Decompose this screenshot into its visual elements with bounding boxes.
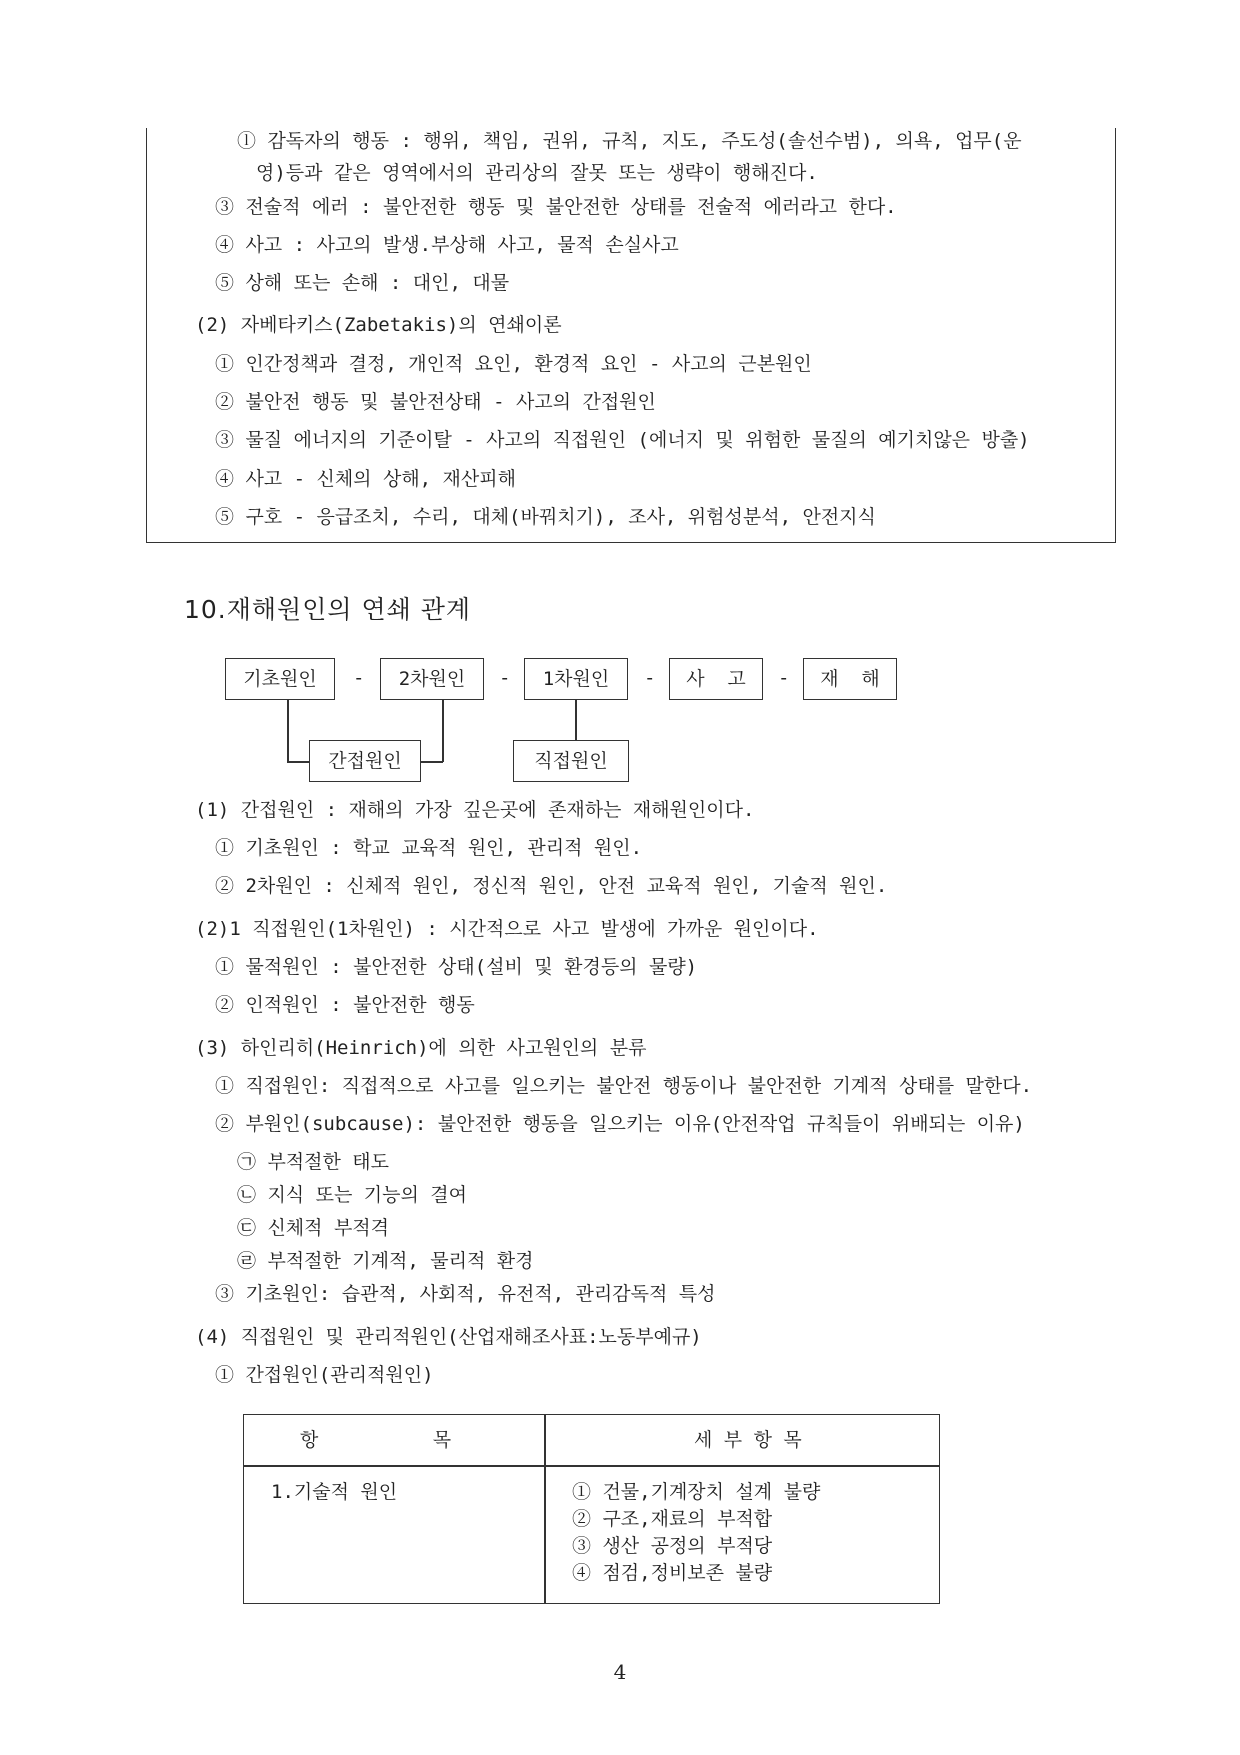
body-heading: (1) 간접원인 : 재해의 가장 깊은곳에 존재하는 재해원인이다. (195, 799, 755, 821)
box-line: ② 불안전 행동 및 불안전상태 - 사고의 간접원인 (215, 391, 656, 413)
group-indirect-cause: 간접원인 (309, 740, 421, 782)
body-line: ① 간접원인(관리적원인) (215, 1364, 434, 1386)
node-secondary-cause: 2차원인 (380, 658, 484, 700)
body-line: ③ 기초원인: 습관적, 사회적, 유전적, 관리감독적 특성 (215, 1283, 716, 1305)
body-subline: ㉣ 부적절한 기계적, 물리적 환경 (237, 1250, 534, 1272)
page-number: 4 (613, 1660, 627, 1684)
box-line: 영)등과 같은 영역에서의 관리상의 잘못 또는 생략이 행해진다. (256, 162, 818, 184)
body-line: ① 직접원인: 직접적으로 사고를 일으키는 불안전 행동이나 불안전한 기계적 상태를 말한다. (215, 1075, 1033, 1097)
connector-line (419, 761, 443, 763)
node-basic-cause: 기초원인 (225, 658, 335, 700)
table-header-detail: 세 부 항 목 (694, 1429, 802, 1451)
body-heading: (2)1 직접원인(1차원인) : 시간적으로 사고 발생에 가까운 원인이다. (195, 918, 819, 940)
box-line: ③ 전술적 에러 : 불안전한 행동 및 불안전한 상태를 전술적 에러라고 한다. (215, 196, 897, 218)
box-line: ⑤ 상해 또는 손해 : 대인, 대물 (215, 272, 510, 294)
chain-separator: - (778, 667, 790, 689)
box-subheading: (2) 자베타키스(Zabetakis)의 연쇄이론 (195, 314, 562, 336)
body-heading: (4) 직접원인 및 관리적원인(산업재해조사표:노동부예규) (195, 1326, 702, 1348)
connector-line (287, 700, 289, 762)
box-line: ④ 사고 : 사고의 발생.부상해 사고, 물적 손실사고 (215, 234, 679, 256)
table-column-divider (544, 1415, 546, 1603)
box-line: ③ 물질 에너지의 기준이탈 - 사고의 직접원인 (에너지 및 위험한 물질의 예기치않은 방출) (215, 429, 1030, 451)
body-subline: ㉡ 지식 또는 기능의 결여 (237, 1184, 467, 1206)
box-line: ① 인간정책과 결정, 개인적 요인, 환경적 요인 - 사고의 근본원인 (215, 353, 812, 375)
table-cell-detail: ② 구조,재료의 부적합 (572, 1508, 773, 1530)
group-direct-cause: 직접원인 (513, 740, 629, 782)
node-accident: 사 고 (669, 658, 763, 700)
body-line: ① 물적원인 : 불안전한 상태(설비 및 환경등의 물량) (215, 956, 698, 978)
chain-separator: - (499, 667, 511, 689)
table-cell-detail: ③ 생산 공정의 부적당 (572, 1535, 773, 1557)
node-disaster: 재 해 (803, 658, 897, 700)
table-header-divider (244, 1465, 939, 1467)
body-line: ② 부원인(subcause): 불안전한 행동을 일으키는 이유(안전작업 규칙들이 위배되는 이유) (215, 1113, 1025, 1135)
chain-separator: - (353, 667, 365, 689)
connector-line (287, 761, 310, 763)
box-line: ④ 사고 - 신체의 상해, 재산피해 (215, 468, 516, 490)
body-line: ② 2차원인 : 신체적 원인, 정신적 원인, 안전 교육적 원인, 기술적 원인. (215, 875, 888, 897)
table-cell-detail: ① 건물,기계장치 설계 불량 (572, 1481, 821, 1503)
section-title: 10.재해원인의 연쇄 관계 (184, 595, 472, 624)
body-subline: ㉢ 신체적 부적격 (237, 1217, 390, 1239)
node-primary-cause: 1차원인 (524, 658, 628, 700)
box-line: ⓛ 감독자의 행동 : 행위, 책임, 권위, 규칙, 지도, 주도성(솔선수범), 의욕, 업무(운 (237, 130, 1022, 152)
connector-line (575, 700, 577, 740)
body-line: ① 기초원인 : 학교 교육적 원인, 관리적 원인. (215, 837, 643, 859)
table-header-item: 항 목 (300, 1429, 452, 1451)
table-cell-item: 1.기술적 원인 (271, 1481, 398, 1503)
chain-separator: - (644, 667, 656, 689)
body-heading: (3) 하인리히(Heinrich)에 의한 사고원인의 분류 (195, 1037, 647, 1059)
table-cell-detail: ④ 점검,정비보존 불량 (572, 1562, 773, 1584)
body-line: ② 인적원인 : 불안전한 행동 (215, 994, 475, 1016)
connector-line (442, 700, 444, 762)
body-subline: ㉠ 부적절한 태도 (237, 1151, 390, 1173)
box-line: ⑤ 구호 - 응급조치, 수리, 대체(바꿔치기), 조사, 위험성분석, 안전지식 (215, 506, 876, 528)
